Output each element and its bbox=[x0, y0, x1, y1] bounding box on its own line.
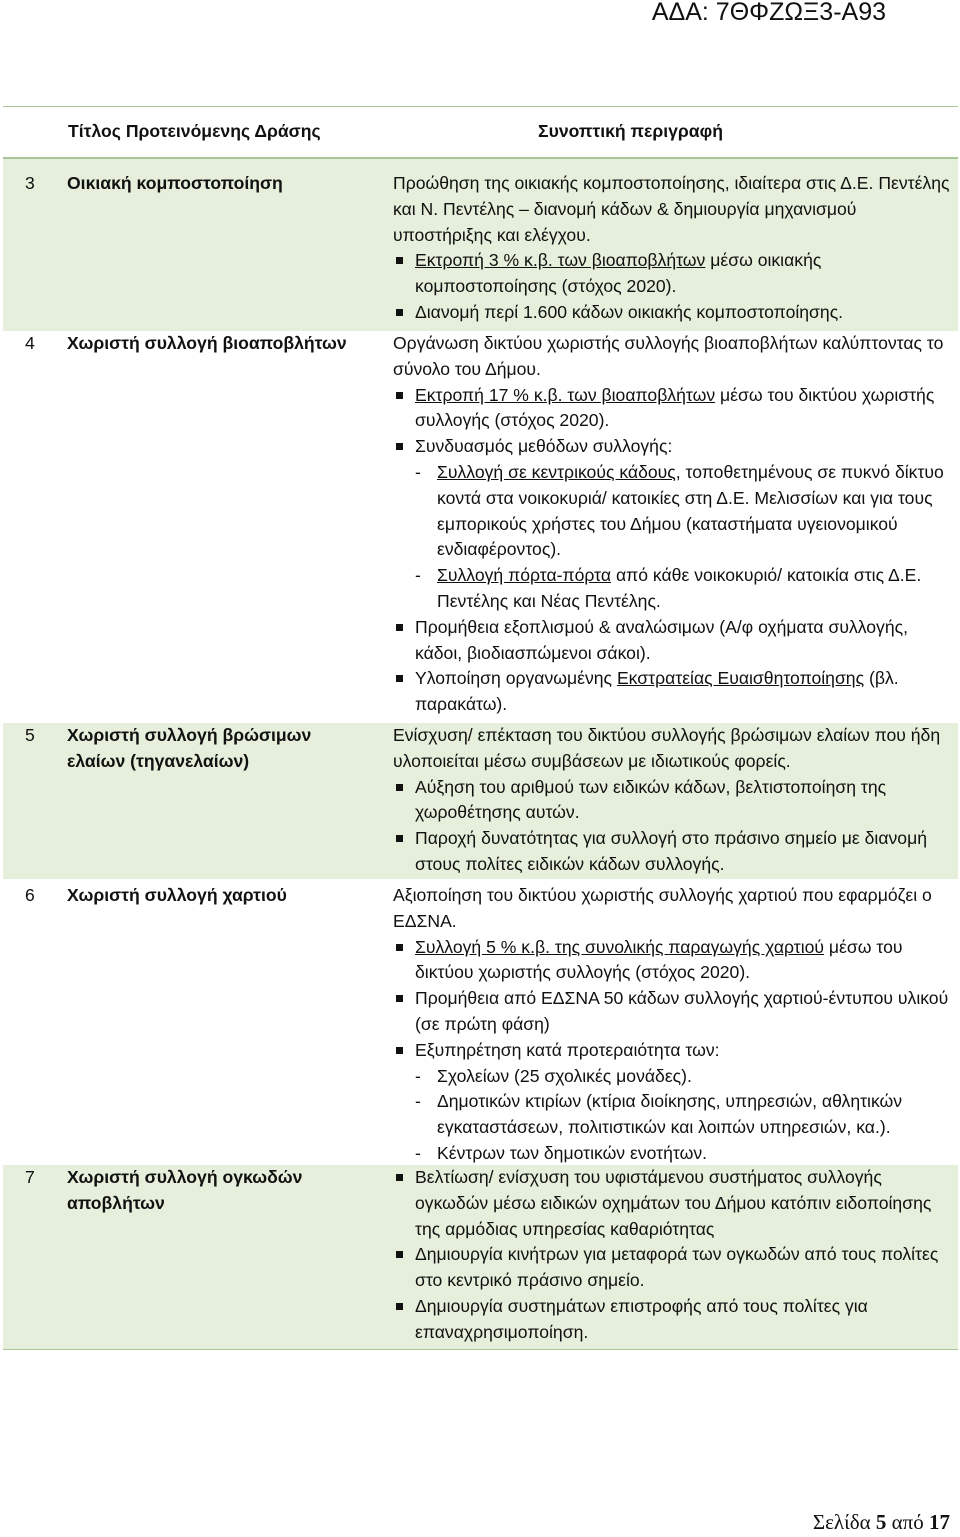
row-number: 3 bbox=[25, 173, 35, 193]
table-row-6 bbox=[3, 879, 958, 1165]
page-footer bbox=[813, 1510, 950, 1535]
bullet-item: Δημιουργία κινήτρων για μεταφορά των ογκωδών από τους πολίτες στο κεντρικό πράσινο σημείο. bbox=[393, 1242, 950, 1294]
bullet-item: Εξυπηρέτηση κατά προτεραιότητα των: bbox=[393, 1038, 950, 1064]
row-title: Χωριστή συλλογή βιοαποβλήτων bbox=[67, 333, 347, 353]
table-row-7 bbox=[3, 1165, 958, 1350]
row-intro: Αξιοποίηση του δικτύου χωριστής συλλογής χαρτιού που εφαρμόζει ο ΕΔΣΝΑ. bbox=[393, 885, 932, 931]
bullet-item: Υλοποίηση οργανωμένης Εκστρατείας Ευαισθητοποίησης (βλ. παρακάτω). bbox=[393, 666, 950, 718]
bullet-item: Συλλογή 5 % κ.β. της συνολικής παραγωγής χαρτιού μέσω του δικτύου χωριστής συλλογής (στόχος 2020). bbox=[393, 935, 950, 987]
bullet-item: Βελτίωση/ ενίσχυση του υφιστάμενου συστήματος συλλογής ογκωδών μέσω ειδικών οχημάτων του Δήμου κατόπιν ειδοποίησης της αρμόδιας υπηρεσίας καθαριότητας bbox=[393, 1165, 950, 1242]
dash-item: - Κέντρων των δημοτικών ενοτήτων. bbox=[415, 1141, 950, 1167]
row-title: Χωριστή συλλογή βρώσιμων ελαίων (τηγανελαίων) bbox=[67, 725, 312, 771]
row-number: 4 bbox=[25, 333, 35, 353]
bullet-item: Διανομή περί 1.600 κάδων οικιακής κομποστοποίησης. bbox=[393, 300, 950, 326]
row-intro: Οργάνωση δικτύου χωριστής συλλογής βιοαποβλήτων καλύπτοντας το σύνολο του Δήμου. bbox=[393, 333, 944, 379]
table-row-4 bbox=[3, 331, 958, 723]
bullet-item: Αύξηση του αριθμού των ειδικών κάδων, βελτιστοποίηση της χωροθέτησης αυτών. bbox=[393, 775, 950, 827]
row-intro: Προώθηση της οικιακής κομποστοποίησης, ιδιαίτερα στις Δ.Ε. Πεντέλης και Ν. Πεντέλης – διανομή κάδων & δημιουργία μηχανισμού υποστήριξης και ελέγχου. bbox=[393, 173, 950, 245]
table-header bbox=[3, 106, 958, 159]
row-title: Χωριστή συλλογή χαρτιού bbox=[67, 885, 287, 905]
table-row-5 bbox=[3, 723, 958, 879]
row-title: Οικιακή κομποστοποίηση bbox=[67, 173, 283, 193]
row-title: Χωριστή συλλογή ογκωδών αποβλήτων bbox=[67, 1167, 303, 1213]
footer-mid: από bbox=[886, 1510, 929, 1534]
row-intro: Ενίσχυση/ επέκταση του δικτύου συλλογής βρώσιμων ελαίων που ήδη υλοποιείται μέσω συμβάσεων με ιδιωτικούς φορείς. bbox=[393, 725, 941, 771]
table-row-3 bbox=[3, 159, 958, 331]
row-number: 7 bbox=[25, 1167, 35, 1187]
dash-item: - Σχολείων (25 σχολικές μονάδες). bbox=[415, 1064, 950, 1090]
footer-prefix: Σελίδα bbox=[812, 1510, 876, 1534]
row-number: 5 bbox=[25, 725, 35, 745]
bullet-item: Προμήθεια εξοπλισμού & αναλώσιμων (Α/φ οχήματα συλλογής, κάδοι, βιοδιασπώμενοι σάκοι). bbox=[393, 615, 950, 667]
row-description bbox=[349, 171, 958, 326]
header-title: Τίτλος Προτεινόμενης Δράσης bbox=[68, 121, 321, 142]
header-desc: Συνοπτική περιγραφή bbox=[538, 121, 723, 142]
row-description bbox=[349, 883, 958, 1167]
bullet-item: Προμήθεια από ΕΔΣΝΑ 50 κάδων συλλογής χαρτιού-έντυπου υλικού (σε πρώτη φάση) bbox=[393, 986, 950, 1038]
dash-item: - Συλλογή σε κεντρικούς κάδους, τοποθετημένους σε πυκνό δίκτυο κοντά στα νοικοκυριά/ κατοικίες στη Δ.Ε. Μελισσίων και για τους εμπορικούς χρήστες του Δήμου (καταστήματα υγειονομικού ενδιαφέροντος). bbox=[415, 460, 950, 563]
actions-table bbox=[3, 106, 958, 1350]
bullet-item: Εκτροπή 17 % κ.β. των βιοαποβλήτων μέσω του δικτύου χωριστής συλλογής (στόχος 2020). bbox=[393, 383, 950, 435]
bullet-item: Δημιουργία συστημάτων επιστροφής από τους πολίτες για επαναχρησιμοποίηση. bbox=[393, 1294, 950, 1346]
row-number: 6 bbox=[25, 885, 35, 905]
row-description bbox=[349, 723, 958, 878]
page-number: 5 bbox=[875, 1510, 887, 1534]
dash-item: - Συλλογή πόρτα-πόρτα από κάθε νοικοκυριό/ κατοικία στις Δ.Ε. Πεντέλης και Νέας Πεντέλης. bbox=[415, 563, 950, 615]
ada-code: ΑΔΑ: 7ΘΦΖΩΞ3-Α93 bbox=[651, 0, 886, 26]
page-total: 17 bbox=[929, 1510, 950, 1534]
row-description bbox=[349, 331, 958, 718]
bullet-item: Παροχή δυνατότητας για συλλογή στο πράσινο σημείο με διανομή στους πολίτες ειδικών κάδων συλλογής. bbox=[393, 826, 950, 878]
bullet-item: Εκτροπή 3 % κ.β. των βιοαποβλήτων μέσω οικιακής κομποστοποίησης (στόχος 2020). bbox=[393, 248, 950, 300]
bullet-item: Συνδυασμός μεθόδων συλλογής: bbox=[393, 434, 950, 460]
row-description bbox=[349, 1165, 958, 1346]
dash-item: - Δημοτικών κτιρίων (κτίρια διοίκησης, υπηρεσιών, αθλητικών εγκαταστάσεων, πολιτιστικών και λοιπών υπηρεσιών, κα.). bbox=[415, 1089, 950, 1141]
